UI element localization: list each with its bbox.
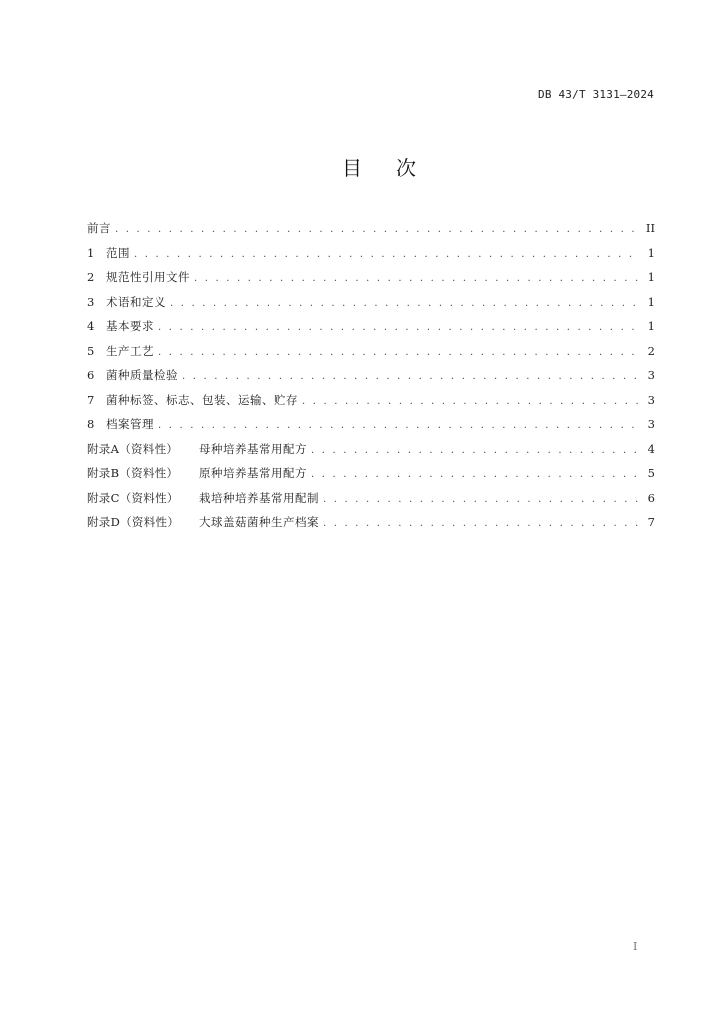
toc-entry-number: 7: [87, 392, 95, 407]
toc-entry-label: 范围: [106, 245, 130, 260]
toc-entry-foreword[interactable]: [87, 218, 655, 243]
toc-entry-label: 档案管理: [106, 417, 154, 431]
toc-entry-scope[interactable]: [87, 243, 655, 268]
toc-entry-page: 5: [647, 466, 655, 480]
toc-entry-label: 规范性引用文件: [106, 270, 190, 284]
toc-leader-dots: [323, 514, 639, 534]
toc-leader-dots: [323, 490, 639, 510]
toc-entry-production-process[interactable]: [87, 341, 655, 366]
toc-entry-terms-definitions[interactable]: [87, 292, 655, 317]
toc-leader-dots: [158, 318, 639, 338]
toc-entry-page: 1: [647, 294, 655, 309]
toc-entry-appendix-b[interactable]: [87, 463, 655, 488]
toc-entry-normative-references[interactable]: [87, 267, 655, 292]
toc-entry-label: 菌种标签、标志、包装、运输、贮存: [106, 392, 298, 407]
toc-entry-number: 2: [87, 270, 95, 284]
toc-entry-quality-inspection[interactable]: [87, 365, 655, 390]
toc-entry-page: 3: [647, 417, 655, 431]
toc-entry-basic-requirements[interactable]: [87, 316, 655, 341]
toc-leader-dots: [170, 294, 639, 314]
toc-entry-page: II: [645, 221, 655, 235]
toc-entry-label: 前言: [87, 221, 111, 235]
toc-entry-page: 1: [647, 270, 655, 284]
toc-appendix-tag: 附录C（资料性）: [87, 490, 179, 505]
document-code: DB 43/T 3131—2024: [538, 88, 654, 101]
toc-appendix-tag: 附录D（资料性）: [87, 515, 180, 529]
toc-entry-label: 生产工艺: [106, 343, 154, 358]
toc-entry-label: 原种培养基常用配方: [199, 466, 307, 480]
toc-title: 目次: [342, 156, 450, 180]
toc-leader-dots: [311, 465, 639, 485]
toc-entry-page: 1: [647, 245, 655, 260]
toc-entry-number: 1: [87, 245, 95, 260]
toc-leader-dots: [302, 392, 639, 412]
toc-entry-page: 1: [647, 319, 655, 333]
toc-entry-records-management[interactable]: [87, 414, 655, 439]
toc-leader-dots: [158, 416, 639, 436]
toc-entry-label: 菌种质量检验: [106, 368, 178, 382]
toc-entry-label: 大球盖菇菌种生产档案: [199, 515, 319, 529]
toc-appendix-tag: 附录B（资料性）: [87, 466, 179, 480]
toc-entry-page: 7: [647, 515, 655, 529]
toc-entry-label: 母种培养基常用配方: [199, 441, 307, 456]
toc-entry-page: 4: [647, 441, 655, 456]
toc-entry-number: 6: [87, 368, 95, 382]
toc-leader-dots: [311, 441, 639, 461]
toc-entry-label: 术语和定义: [106, 294, 166, 309]
toc-entry-number: 8: [87, 417, 95, 431]
toc-entry-appendix-a[interactable]: [87, 439, 655, 464]
toc-entry-page: 6: [647, 490, 655, 505]
toc-leader-dots: [194, 269, 639, 289]
toc-entry-number: 5: [87, 343, 95, 358]
toc-entry-number: 3: [87, 294, 95, 309]
toc-leader-dots: [134, 245, 639, 265]
toc-entry-appendix-c[interactable]: [87, 488, 655, 513]
toc-entry-number: 4: [87, 319, 95, 333]
toc-entry-page: 2: [647, 343, 655, 358]
toc-entry-page: 3: [647, 392, 655, 407]
toc-entry-page: 3: [647, 368, 655, 382]
toc-entry-label: 栽培种培养基常用配制: [199, 490, 319, 505]
toc-entry-appendix-d[interactable]: [87, 512, 655, 537]
table-of-contents: [87, 218, 655, 537]
toc-leader-dots: [115, 220, 639, 240]
toc-entry-labeling-storage[interactable]: [87, 390, 655, 415]
toc-entry-label: 基本要求: [106, 319, 154, 333]
page-number: I: [633, 940, 638, 953]
toc-leader-dots: [158, 343, 639, 363]
toc-leader-dots: [182, 367, 639, 387]
toc-appendix-tag: 附录A（资料性）: [87, 441, 179, 456]
